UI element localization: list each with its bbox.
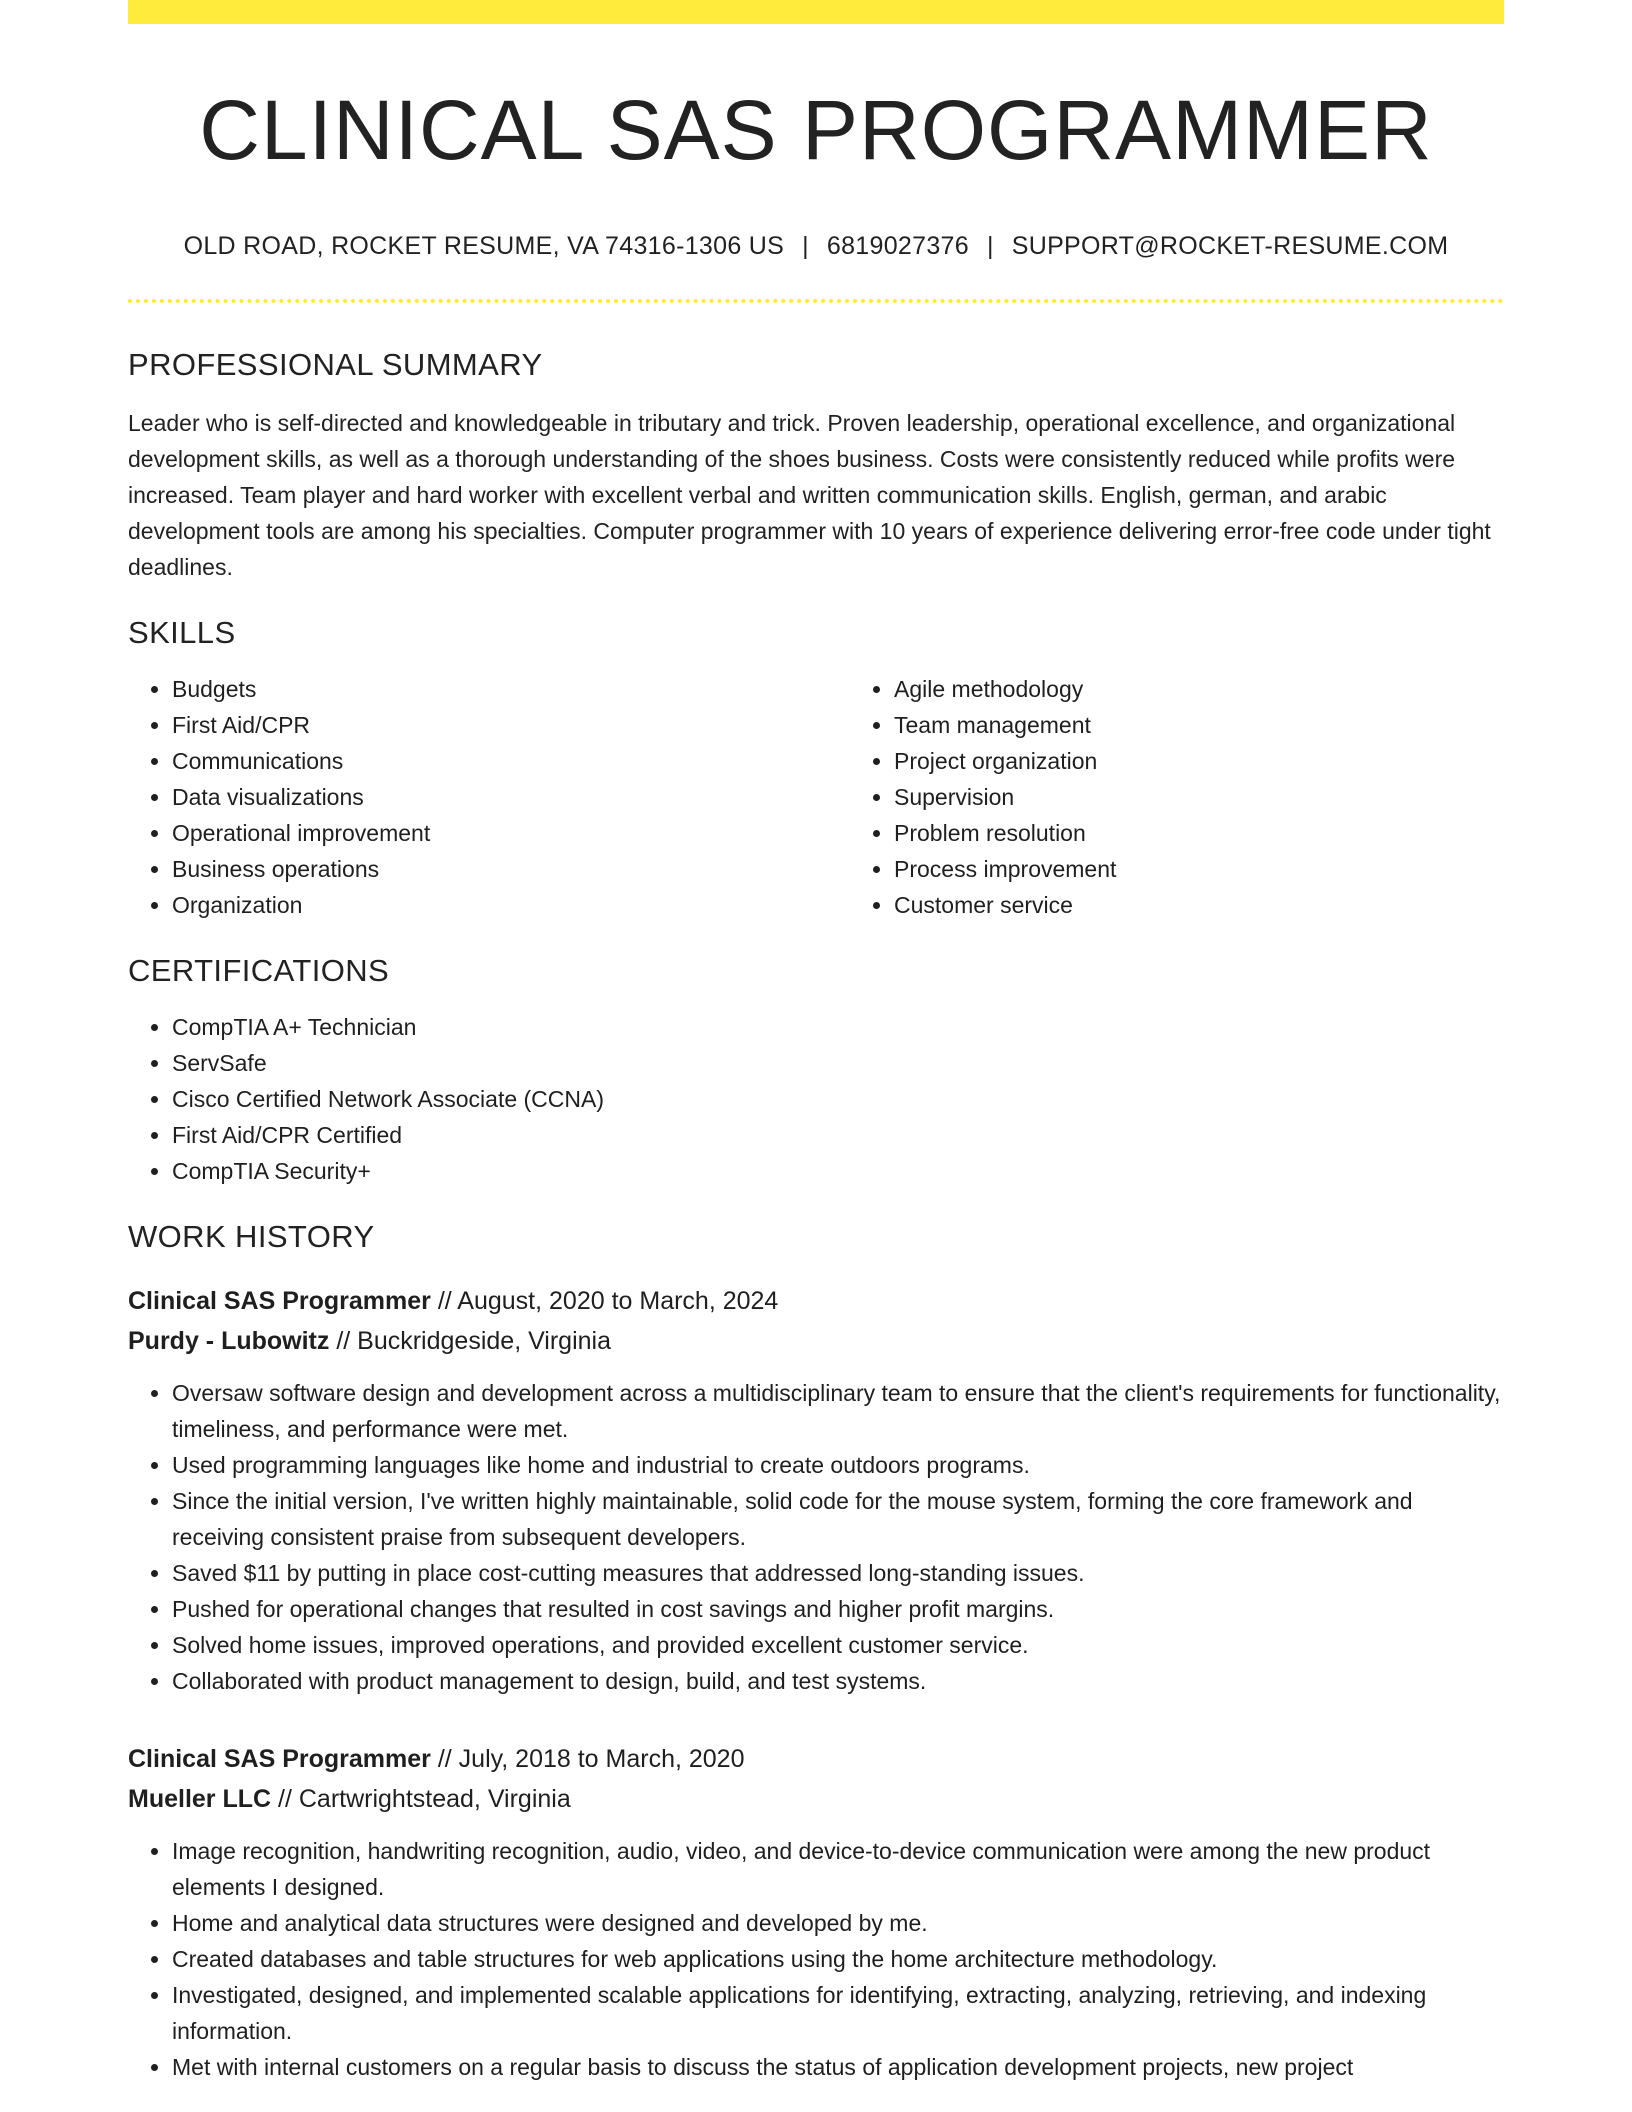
contact-line xyxy=(128,232,1504,261)
skill-item: • Problem resolution xyxy=(894,815,1548,851)
skill-item: • First Aid/CPR xyxy=(172,707,850,743)
certification-item: • First Aid/CPR Certified xyxy=(172,1117,1504,1153)
job-bullet: • Image recognition, handwriting recognition, audio, video, and device-to-device communication were among the new product elements I designed. xyxy=(172,1833,1504,1905)
accent-bar xyxy=(128,0,1504,24)
certification-item: • Cisco Certified Network Associate (CCNA) xyxy=(172,1081,1504,1117)
summary-heading: PROFESSIONAL SUMMARY xyxy=(128,347,543,382)
skill-item: • Budgets xyxy=(172,671,850,707)
job-bullet: • Since the initial version, I've written highly maintainable, solid code for the mouse system, forming the core framework and receiving consistent praise from subsequent developers. xyxy=(172,1483,1504,1555)
certification-item: • CompTIA Security+ xyxy=(172,1153,1504,1189)
job-role: Clinical SAS Programmer xyxy=(128,1745,431,1773)
skills-heading: SKILLS xyxy=(128,615,236,650)
contact-separator: | xyxy=(986,232,994,260)
job-bullet: • Collaborated with product management to design, build, and test systems. xyxy=(172,1663,1504,1699)
job-company-line xyxy=(128,1779,1504,1819)
job-title-line xyxy=(128,1739,1504,1779)
contact-address: OLD ROAD, ROCKET RESUME, VA 74316-1306 US xyxy=(183,232,785,260)
contact-email[interactable]: SUPPORT@ROCKET-RESUME.COM xyxy=(1011,232,1449,260)
skills-list-right xyxy=(850,671,1548,923)
job-location: // Buckridgeside, Virginia xyxy=(329,1327,612,1355)
dotted-divider xyxy=(128,299,1504,303)
contact-phone: 6819027376 xyxy=(826,232,969,260)
skill-item: • Agile methodology xyxy=(894,671,1548,707)
job-bullet: • Solved home issues, improved operations, and provided excellent customer service. xyxy=(172,1627,1504,1663)
job-company: Mueller LLC xyxy=(128,1785,272,1813)
job-company: Purdy - Lubowitz xyxy=(128,1327,330,1355)
skill-item: • Organization xyxy=(172,887,850,923)
skills-columns xyxy=(128,671,1504,923)
certification-item: • ServSafe xyxy=(172,1045,1504,1081)
job-bullets xyxy=(128,1833,1504,2085)
job-bullet: • Oversaw software design and development across a multidisciplinary team to ensure that the client's requirements for functionality, timeliness, and performance were met. xyxy=(172,1375,1504,1447)
job-bullet: • Investigated, designed, and implemented scalable applications for identifying, extracting, analyzing, retrieving, and indexing information. xyxy=(172,1977,1504,2049)
resume-page xyxy=(128,0,1504,2085)
skills-list-left xyxy=(128,671,850,923)
job-bullets xyxy=(128,1375,1504,1699)
work-history-heading: WORK HISTORY xyxy=(128,1219,375,1254)
job-bullet: • Met with internal customers on a regular basis to discuss the status of application development projects, new project xyxy=(172,2049,1504,2085)
certifications-list xyxy=(128,1009,1504,1189)
job-company-line xyxy=(128,1321,1504,1361)
skill-item: • Data visualizations xyxy=(172,779,850,815)
certification-item: • CompTIA A+ Technician xyxy=(172,1009,1504,1045)
job-role: Clinical SAS Programmer xyxy=(128,1287,431,1315)
job-bullet: • Home and analytical data structures were designed and developed by me. xyxy=(172,1905,1504,1941)
contact-separator: | xyxy=(802,232,809,260)
job-entry xyxy=(128,1281,1504,1699)
skill-item: • Customer service xyxy=(894,887,1548,923)
job-dates: // August, 2020 to March, 2024 xyxy=(430,1287,779,1315)
skill-item: • Communications xyxy=(172,743,850,779)
skill-item: • Process improvement xyxy=(894,851,1548,887)
job-title-line xyxy=(128,1281,1504,1321)
job-bullet: • Created databases and table structures for web applications using the home architecture methodology. xyxy=(172,1941,1504,1977)
summary-text: Leader who is self-directed and knowledgeable in tributary and trick. Proven leadership, operational excellence, and organizational development skills, as well as a thorough understanding of the shoes business. Costs were consistently reduced while profits were increased. Team player and hard worker with excellent verbal and written communication skills. English, german, and arabic development tools are among his specialties. Computer programmer with 10 years of experience delivering error-free code under tight deadlines. xyxy=(128,410,1491,580)
job-bullet: • Pushed for operational changes that resulted in cost savings and higher profit margins. xyxy=(172,1591,1504,1627)
skill-item: • Project organization xyxy=(894,743,1548,779)
skill-item: • Business operations xyxy=(172,851,850,887)
resume-title: CLINICAL SAS PROGRAMMER xyxy=(199,83,1433,177)
job-bullet: • Used programming languages like home and industrial to create outdoors programs. xyxy=(172,1447,1504,1483)
skill-item: • Supervision xyxy=(894,779,1548,815)
job-dates: // July, 2018 to March, 2020 xyxy=(430,1745,745,1773)
skill-item: • Team management xyxy=(894,707,1548,743)
job-location: // Cartwrightstead, Virginia xyxy=(271,1785,571,1813)
job-bullet: • Saved $11 by putting in place cost-cutting measures that addressed long-standing issues. xyxy=(172,1555,1504,1591)
skill-item: • Operational improvement xyxy=(172,815,850,851)
certifications-heading: CERTIFICATIONS xyxy=(128,953,390,988)
job-entry xyxy=(128,1739,1504,2085)
